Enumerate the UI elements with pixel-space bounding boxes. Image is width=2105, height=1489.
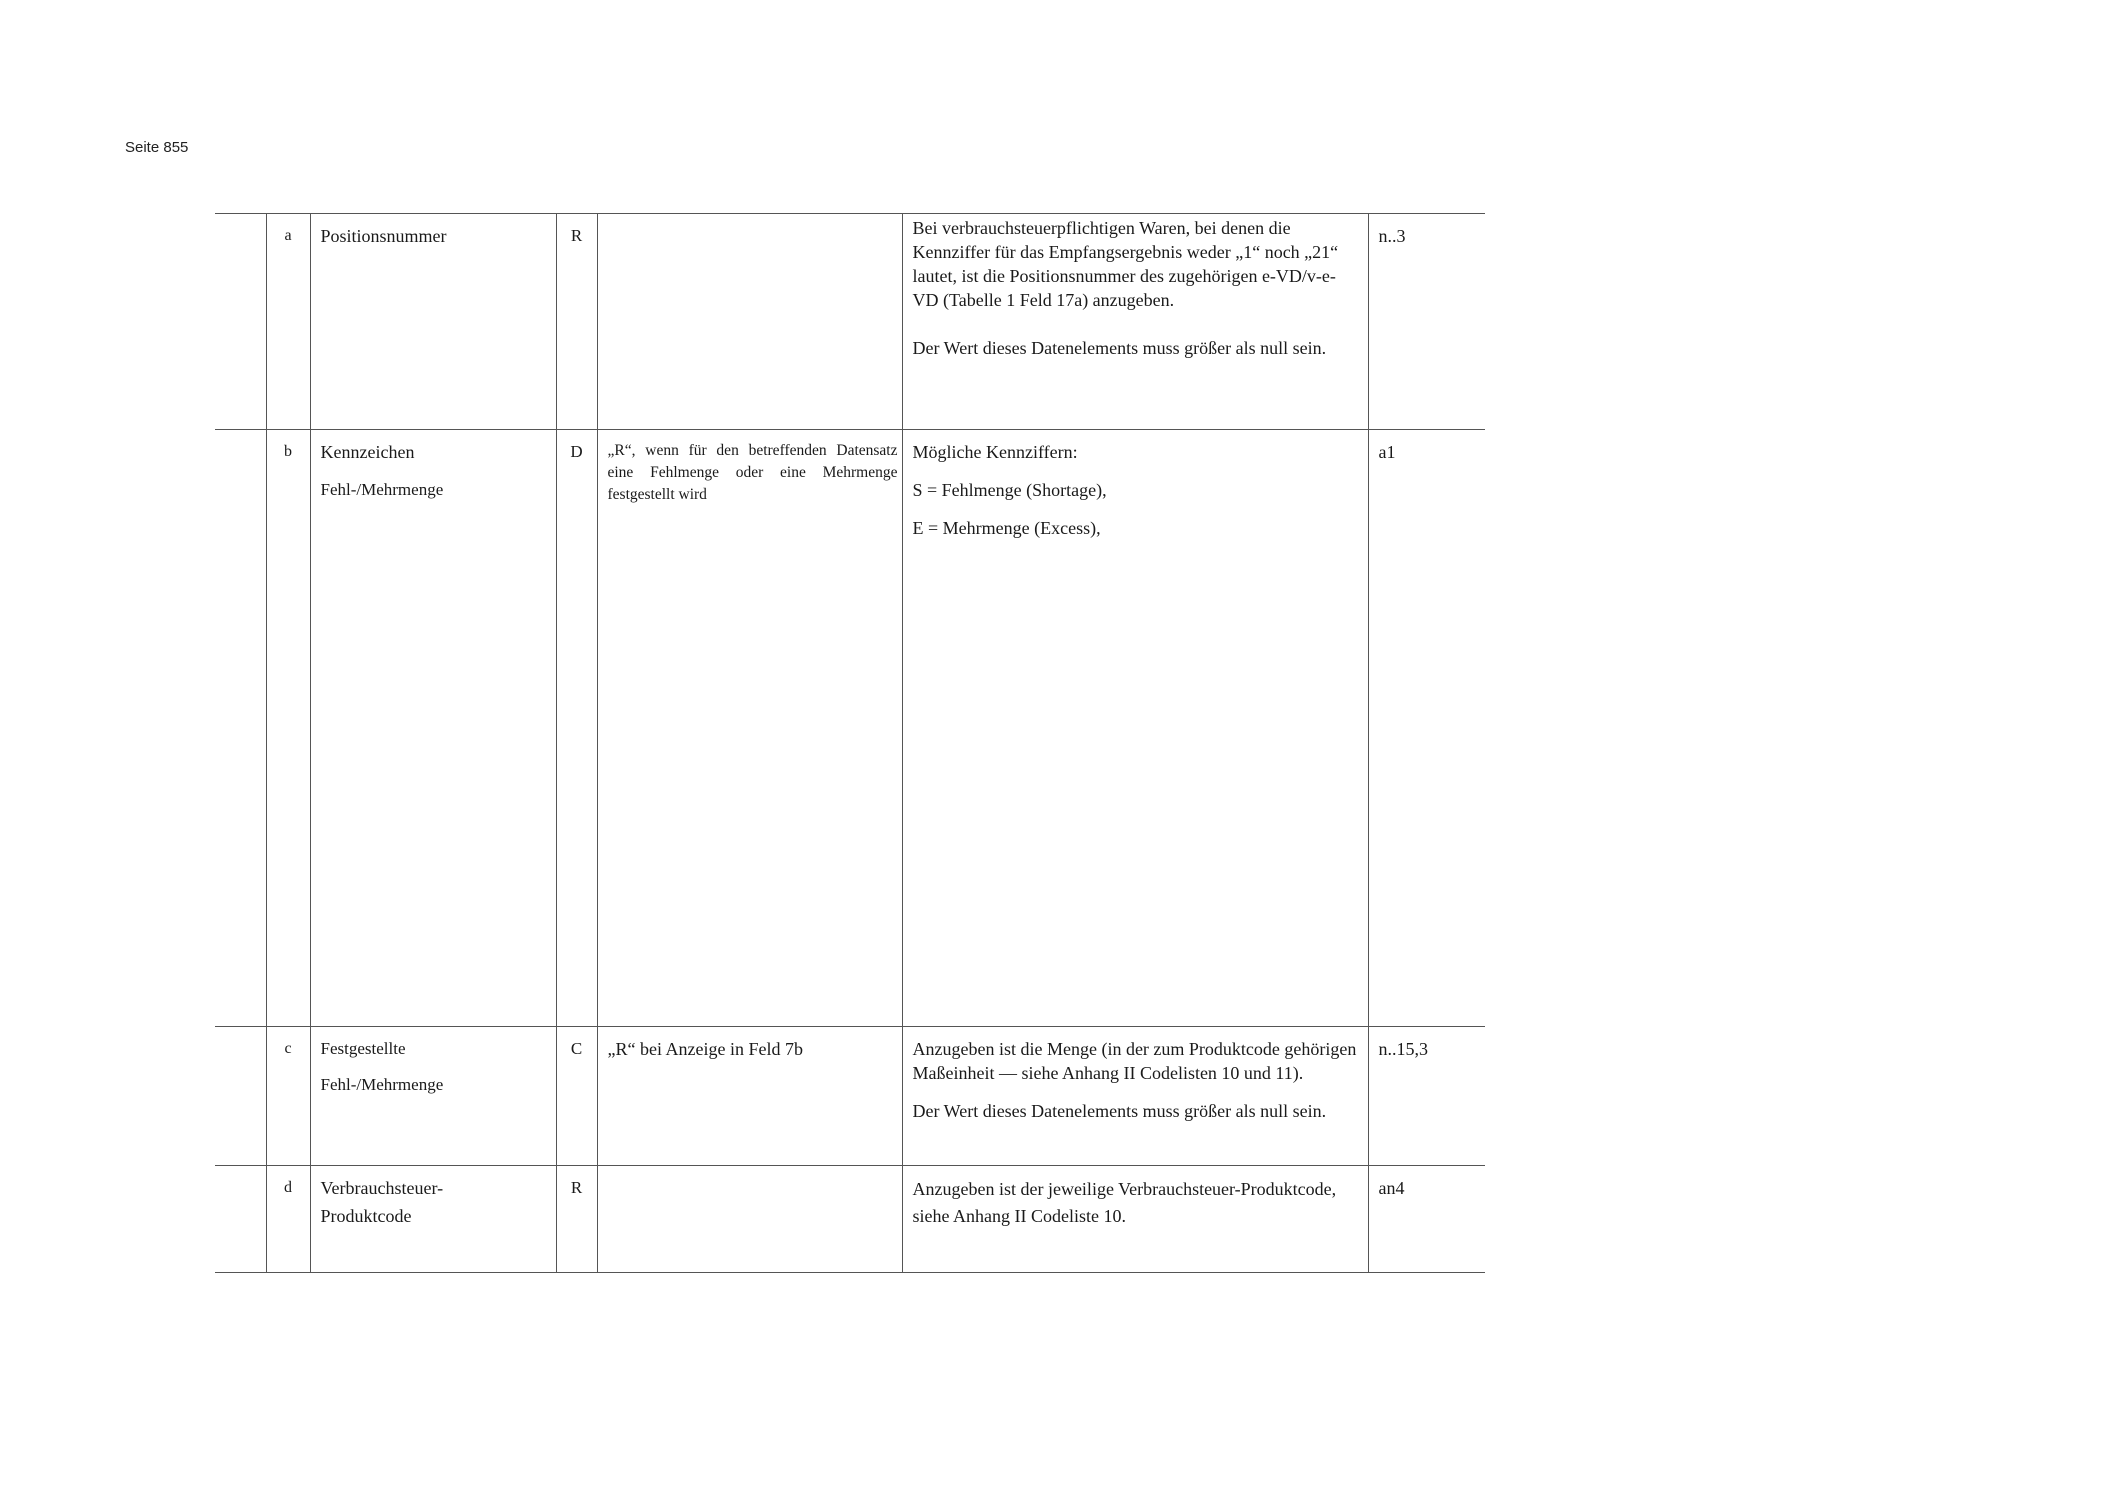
cell-description: Mögliche Kennziffern: S = Fehlmenge (Shortage), E = Mehrmenge (Excess), [902, 430, 1368, 1027]
cell-element-name: Kennzeichen Fehl-/Mehrmenge [310, 430, 556, 1027]
cell-letter: c [266, 1027, 310, 1166]
cell-format: n..3 [1368, 214, 1485, 430]
data-element-table [215, 213, 1485, 1273]
cell-condition [597, 214, 902, 430]
cell-blank [215, 1166, 266, 1273]
cell-format: an4 [1368, 1166, 1485, 1273]
cell-condition: „R“ bei Anzeige in Feld 7b [597, 1027, 902, 1166]
table-row [215, 1027, 1485, 1166]
cell-format: n..15,3 [1368, 1027, 1485, 1166]
table-row [215, 214, 1485, 430]
cell-blank [215, 214, 266, 430]
page-number-label: Seite 855 [125, 139, 189, 156]
cell-element-name: Festgestellte Fehl-/Mehrmenge [310, 1027, 556, 1166]
cell-element-name: Verbrauchsteuer- Produktcode [310, 1166, 556, 1273]
cell-status-flag: C [556, 1027, 597, 1166]
cell-status-flag: R [556, 1166, 597, 1273]
cell-description: Bei verbrauchsteuerpflichtigen Waren, bei denen die Kennziffer für das Empfangsergebnis weder „1“ noch „21“ lautet, ist die Positionsnummer des zugehörigen e-VD/v-e-VD (Tabelle 1 Feld 17a) anzugeben. Der Wert dieses Datenelements muss größer als null sein. [902, 214, 1368, 430]
cell-condition [597, 1166, 902, 1273]
cell-blank [215, 1027, 266, 1166]
cell-description: Anzugeben ist der jeweilige Verbrauchsteuer-Produktcode, siehe Anhang II Codeliste 10. [902, 1166, 1368, 1273]
cell-letter: b [266, 430, 310, 1027]
cell-blank [215, 430, 266, 1027]
cell-condition: „R“, wenn für den betreffenden Datensatz eine Fehlmenge oder eine Mehrmenge festgestellt wird [597, 430, 902, 1027]
cell-status-flag: R [556, 214, 597, 430]
table-row [215, 430, 1485, 1027]
cell-letter: a [266, 214, 310, 430]
cell-description: Anzugeben ist die Menge (in der zum Produktcode gehörigen Maßeinheit — siehe Anhang II Codelisten 10 und 11). Der Wert dieses Datenelements muss größer als null sein. [902, 1027, 1368, 1166]
cell-format: a1 [1368, 430, 1485, 1027]
cell-status-flag: D [556, 430, 597, 1027]
cell-element-name: Positionsnummer [310, 214, 556, 430]
cell-letter: d [266, 1166, 310, 1273]
table-row [215, 1166, 1485, 1273]
